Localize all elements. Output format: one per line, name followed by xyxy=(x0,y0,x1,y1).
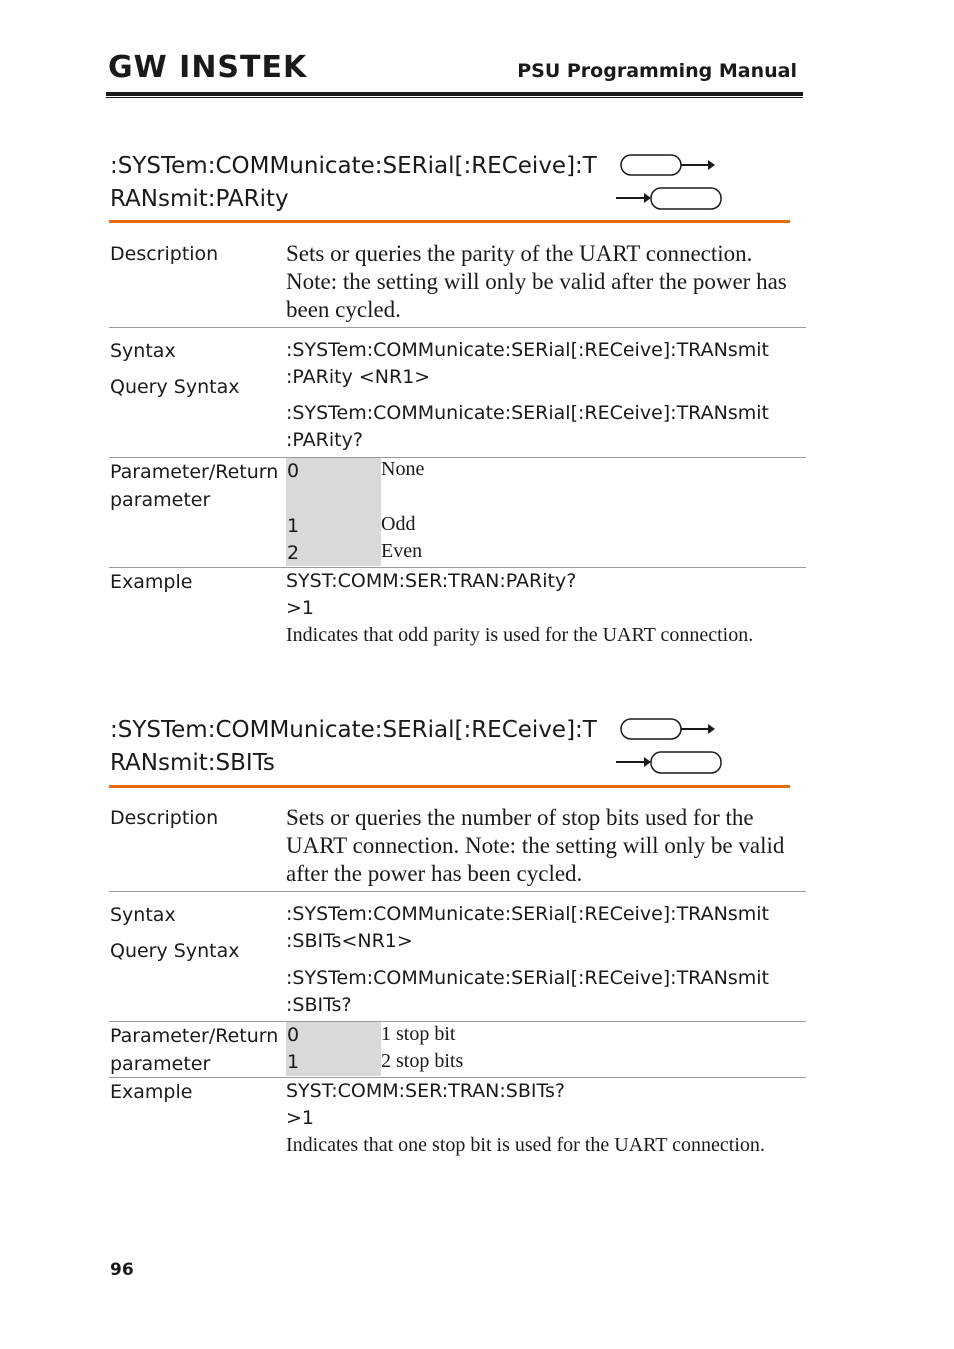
query-line1: :SYSTem:COMMunicate:SERial[:RECeive]:TRANsmit xyxy=(286,402,769,424)
command-title-line1: :SYSTem:COMMunicate:SERial[:RECeive]:T xyxy=(110,153,597,179)
command-title-line2: RANsmit:PARity xyxy=(110,186,289,212)
logo-text: GW INSTEK xyxy=(108,50,308,85)
header-rule-thin xyxy=(106,97,803,98)
param-value: 1 stop bit xyxy=(381,1023,456,1045)
gw-instek-logo xyxy=(108,52,307,84)
label-example: Example xyxy=(110,571,193,593)
query-command-icon xyxy=(616,752,721,773)
header-rule xyxy=(106,92,803,96)
command-title-line1: :SYSTem:COMMunicate:SERial[:RECeive]:T xyxy=(110,717,597,743)
label-parameter-line1: Parameter/Return xyxy=(110,1025,279,1047)
syntax-line2: :SBITs<NR1> xyxy=(286,930,413,952)
row-divider xyxy=(109,327,806,328)
param-key: 1 xyxy=(287,1051,300,1073)
example-note: Indicates that odd parity is used for the UART connection. xyxy=(286,624,754,646)
set-command-icon xyxy=(621,155,715,175)
set-query-icons xyxy=(614,152,724,212)
query-syntax-text xyxy=(286,400,806,454)
command-title-line2: RANsmit:SBITs xyxy=(110,750,275,776)
manual-title: PSU Programming Manual xyxy=(517,60,797,82)
param-value: Odd xyxy=(381,513,416,535)
syntax-text xyxy=(286,901,806,955)
example-command: SYST:COMM:SER:TRAN:SBITs? xyxy=(286,1080,565,1102)
label-description: Description xyxy=(110,243,219,265)
set-query-icons xyxy=(614,716,724,776)
section-rule xyxy=(109,785,790,788)
label-parameter xyxy=(110,458,278,514)
syntax-text xyxy=(286,337,806,391)
query-line2: :PARity? xyxy=(286,429,363,451)
label-syntax: Syntax xyxy=(110,904,176,926)
param-key: 2 xyxy=(287,542,300,564)
label-parameter-line2: parameter xyxy=(110,1053,211,1075)
label-description: Description xyxy=(110,807,219,829)
syntax-line1: :SYSTem:COMMunicate:SERial[:RECeive]:TRANsmit xyxy=(286,339,769,361)
row-divider xyxy=(109,891,806,892)
syntax-line2: :PARity <NR1> xyxy=(286,366,431,388)
command-title-sbits xyxy=(110,714,610,780)
param-value: None xyxy=(381,458,425,480)
example-command: SYST:COMM:SER:TRAN:PARity? xyxy=(286,570,577,592)
param-key: 0 xyxy=(287,1024,300,1046)
query-command-icon xyxy=(616,188,721,209)
param-key: 0 xyxy=(287,460,300,482)
command-title-parity xyxy=(110,150,610,216)
syntax-line1: :SYSTem:COMMunicate:SERial[:RECeive]:TRANsmit xyxy=(286,903,769,925)
description-text: Sets or queries the parity of the UART connection. Note: the setting will only be valid after the power has been cycled. xyxy=(286,241,787,322)
label-query-syntax: Query Syntax xyxy=(110,376,240,398)
description-text: Sets or queries the number of stop bits used for the UART connection. Note: the setting will only be valid after the power has been cycled. xyxy=(286,805,785,886)
label-example: Example xyxy=(110,1081,193,1103)
label-parameter-line1: Parameter/Return xyxy=(110,461,279,483)
parameter-key-column xyxy=(286,458,381,566)
param-value: 2 stop bits xyxy=(381,1050,464,1072)
param-key: 1 xyxy=(287,515,300,537)
query-line1: :SYSTem:COMMunicate:SERial[:RECeive]:TRANsmit xyxy=(286,967,769,989)
label-query-syntax: Query Syntax xyxy=(110,940,240,962)
query-syntax-text xyxy=(286,965,806,1019)
example-response: >1 xyxy=(286,1107,315,1129)
parameter-key-column xyxy=(286,1022,381,1076)
label-syntax: Syntax xyxy=(110,340,176,362)
section-rule xyxy=(109,220,790,223)
set-command-icon xyxy=(621,719,715,739)
label-parameter xyxy=(110,1022,278,1078)
query-line2: :SBITs? xyxy=(286,994,352,1016)
param-value: Even xyxy=(381,540,423,562)
example-note: Indicates that one stop bit is used for the UART connection. xyxy=(286,1134,765,1156)
example-response: >1 xyxy=(286,597,315,619)
label-parameter-line2: parameter xyxy=(110,489,211,511)
page-number: 96 xyxy=(110,1260,134,1280)
